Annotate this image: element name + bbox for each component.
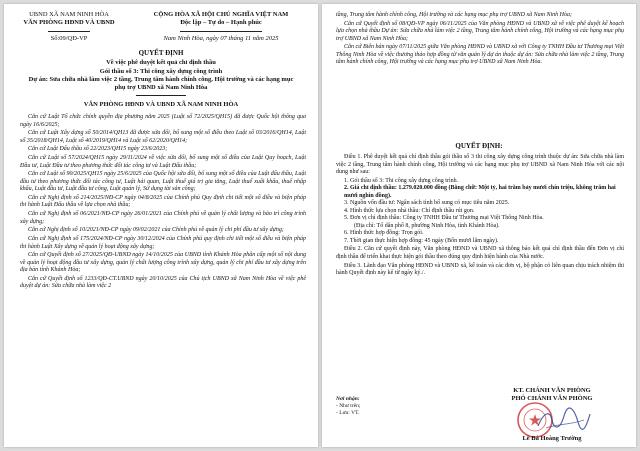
national-underline	[180, 31, 262, 32]
article-3: Điều 3. Lãnh đạo Văn phòng HĐND và UBND xã, kế toán và các đơn vị, bộ phận có liên quan chịu trách nhiệm thi hành Quyết định này kể từ ngày ký./.	[336, 262, 624, 277]
item-5: 5. Đơn vị chỉ định thầu: Công ty TNHH Đầu tư Thương mại Việt Thông Ninh Hòa.	[344, 215, 544, 222]
item-3: 3. Nguồn vốn đầu tư: Ngân sách tỉnh bổ sung có mục tiêu năm 2025.	[344, 200, 510, 207]
legal-basis-12: Căn cứ Quyết định số 08/QĐ-VP ngày 06/11/2025 của Văn phòng HĐND và UBND xã về việc phê duyệt kế hoạch lựa chọn nhà thầu Dự án: Sửa chữa nhà làm việc 2 tầng, Trung tâm hành chính công, Hội trường và các hạng mục phụ trợ UBND xã Nam Ninh Hòa;	[336, 20, 624, 42]
title-underline	[136, 95, 186, 96]
recipient-1: - Như trên;	[336, 403, 361, 409]
legal-basis-2: Căn cứ Luật Xây dựng số 50/2014/QH13 đã được sửa đổi, bổ sung một số điều theo Luật số 03/2016/QH14, Luật số 35/2018/QH14, Luật số 40/2019/QH14 và Luật số 62/2020/QH14;	[20, 130, 306, 144]
national-header	[128, 11, 314, 28]
decision-heading: QUYẾT ĐỊNH:	[455, 142, 503, 150]
issuer-line-2: VĂN PHÒNG HĐND VÀ UBND	[23, 19, 115, 27]
issuer-header	[14, 11, 124, 28]
legal-basis-11: Căn cứ Quyết định số 1233/QĐ-CT.UBND ngày 20/10/2025 của Chủ tịch UBND xã Nam Ninh Hòa về việc phê duyệt dự án: Sửa chữa nhà làm việc 2	[20, 275, 306, 290]
article-1: Điều 1. Phê duyệt kết quả chỉ định thầu gói thầu số 3 thi công xây dựng công trình thuộc dự án: Sửa chữa nhà làm việc 2 tầng, Trung tâm hành chính công, Hội trường và các hạng mục phụ trợ UBND xã Nam Ninh Hòa với các nội dung như sau:	[336, 154, 624, 175]
article-1-items	[336, 178, 624, 246]
legal-basis-7: Căn cứ Nghị định số 06/2021/NĐ-CP ngày 26/01/2021 của Chính phủ về quản lý chất lượng và bảo trì công trình xây dựng;	[20, 211, 306, 225]
document-type-title: QUYẾT ĐỊNH	[138, 49, 184, 57]
signer-name: Lê Bá Hoàng Trường	[522, 435, 582, 442]
signature-title-1: KT. CHÁNH VĂN PHÒNG	[513, 387, 591, 394]
recipient-2: - Lưu: VT.	[336, 410, 360, 416]
document-number: Số:09/QĐ-VP	[50, 35, 88, 42]
national-motto-line-1: CỘNG HÒA XÃ HỘI CHỦ NGHĨA VIỆT NAM	[153, 11, 289, 18]
legal-basis-13: Căn cứ Biên bản ngày 07/11/2025 giữa Văn phòng HĐND và UBND xã với Công ty TNHH Đầu tư Thương mại Việt Thông Ninh Hòa về việc thương thảo hợp đồng từ văn quản lý dự án thuộc dự án: Sửa chữa nhà làm việc 2 tầng, Trung tâm hành chính công, Hội trường và các hạng mục phụ trợ UBND xã Nam Ninh Hòa.	[336, 44, 624, 66]
article-2: Điều 2. Căn cứ quyết định này, Văn phòng HĐND và UBND xã thông báo kết quả chỉ định thầu đến Đơn vị chỉ định thầu để triển khai thực hiện gói thầu theo đúng quy định hiện hành của Nhà nước.	[336, 246, 624, 260]
place-date: Nam Ninh Hòa, ngày 07 tháng 11 năm 2025	[163, 35, 279, 42]
legal-basis-6: Căn cứ Nghị định số 214/2025/NĐ-CP ngày 04/8/2025 của Chính phủ Quy định chi tiết một số điều và biện pháp thi hành Luật Đấu thầu về lựa chọn nhà thầu;	[20, 194, 306, 209]
national-motto-line-2: Độc lập – Tự do – Hạnh phúc	[180, 19, 262, 27]
handwritten-signature	[534, 406, 594, 434]
legal-basis-3: Căn cứ Luật Đấu thầu số 22/2023/QH15 ngày 23/6/2023;	[28, 146, 168, 153]
issuer-underline	[48, 31, 90, 32]
item-1: 1. Gói thầu số 3: Thi công xây dựng công trình.	[344, 177, 459, 184]
legal-basis-8: Căn cứ Nghị định số 10/2021/NĐ-CP ngày 09/02/2021 của Chính phủ về quản lý chi phí đầu tư xây dựng;	[28, 227, 284, 234]
recipients-block	[336, 396, 436, 417]
item-5-address: (Địa chỉ: Tổ dân phố 8, phường Ninh Hòa, tỉnh Khánh Hòa).	[354, 222, 500, 229]
legal-basis-4: Căn cứ Luật số 57/2024/QH15 ngày 29/11/2024 về việc sửa đổi, bổ sung một số điều của Luật Quy hoạch, Luật Đầu tư, Luật Đầu tư theo phương thức đối tác công tư và Luật Đấu thầu;	[20, 155, 306, 169]
legal-basis-1: Căn cứ Luật Tổ chức chính quyền địa phương năm 2025 (Luật số 72/2025/QH15) đã được Quốc hội thông qua ngày 16/6/2025;	[20, 114, 306, 128]
carry-over-text: tầng, Trung tâm hành chính công, Hội trường và các hạng mục phụ trợ UBND xã Nam Ninh Hòa;	[336, 12, 572, 18]
right-body-top	[336, 12, 624, 67]
item-7: 7. Thời gian thực hiện hợp đồng: 45 ngày (Bốn mươi lăm ngày).	[344, 237, 499, 244]
legal-basis-9: Căn cứ Nghị định số 175/2024/NĐ-CP ngày 30/12/2024 của Chính phủ quy định chi tiết một số điều và biện pháp thi hành Luật Xây dựng về quản lý hoạt động xây dựng;	[20, 236, 306, 250]
issuer-line-1: UBND XÃ NAM NINH HÒA	[29, 11, 109, 18]
item-4: 4. Hình thức lựa chọn nhà thầu: Chỉ định thầu rút gọn.	[344, 207, 475, 214]
document-page-right	[322, 4, 636, 447]
item-6: 6. Hình thức hợp đồng: Trọn gói.	[344, 230, 424, 237]
recipients-title: Nơi nhận:	[336, 396, 360, 402]
project-line: Dự án: Sửa chữa nhà làm việc 2 tầng, Trung tâm hành chính công, Hội trường và các hạng mục phụ trợ UBND xã Nam Ninh Hòa	[28, 76, 294, 92]
subject-line: Về việc phê duyệt kết quả chỉ định thầu	[106, 59, 216, 66]
issuing-authority: VĂN PHÒNG HĐND VÀ UBND XÃ NAM NINH HÒA	[83, 101, 239, 108]
legal-basis-5: Căn cứ Luật số 90/2025/QH15 ngày 25/6/2025 của Quốc hội sửa đổi, bổ sung một số điều của Luật đấu thầu, Luật đầu tư theo phương thức đối tác công tư, Luật hải quan, Luật thuế giá trị gia tăng, Luật thuế xuất khẩu, thuế nhập khẩu, Luật đầu tư, Luật đầu tư công, Luật quản lý, Sử dụng tài sản công;	[20, 171, 306, 193]
document-page-left	[4, 4, 318, 447]
signature-title-2: PHÓ CHÁNH VĂN PHÒNG	[511, 395, 593, 403]
item-2: 2. Giá chỉ định thầu: 1.279.020.000 đồng (Bằng chữ: Một tỷ, hai trăm bảy mươi chín triệu, không trăm hai mươi nghìn đồng).	[344, 185, 616, 199]
package-line: Gói thầu số 3: Thi công xây dựng công trình	[99, 67, 223, 75]
legal-basis-list	[20, 114, 306, 291]
legal-basis-10: Căn cứ Quyết định số 27/2025/QĐ-UBND ngày 14/10/2025 của UBND tỉnh Khánh Hòa phân cấp một số nội dung về quản lý hoạt động đầu tư xây dựng, quản lý chất lượng công trình xây dựng, quản lý chi phí đầu tư xây dựng trên địa bàn tỉnh Khánh Hòa;	[20, 252, 306, 274]
articles-body	[336, 154, 624, 278]
